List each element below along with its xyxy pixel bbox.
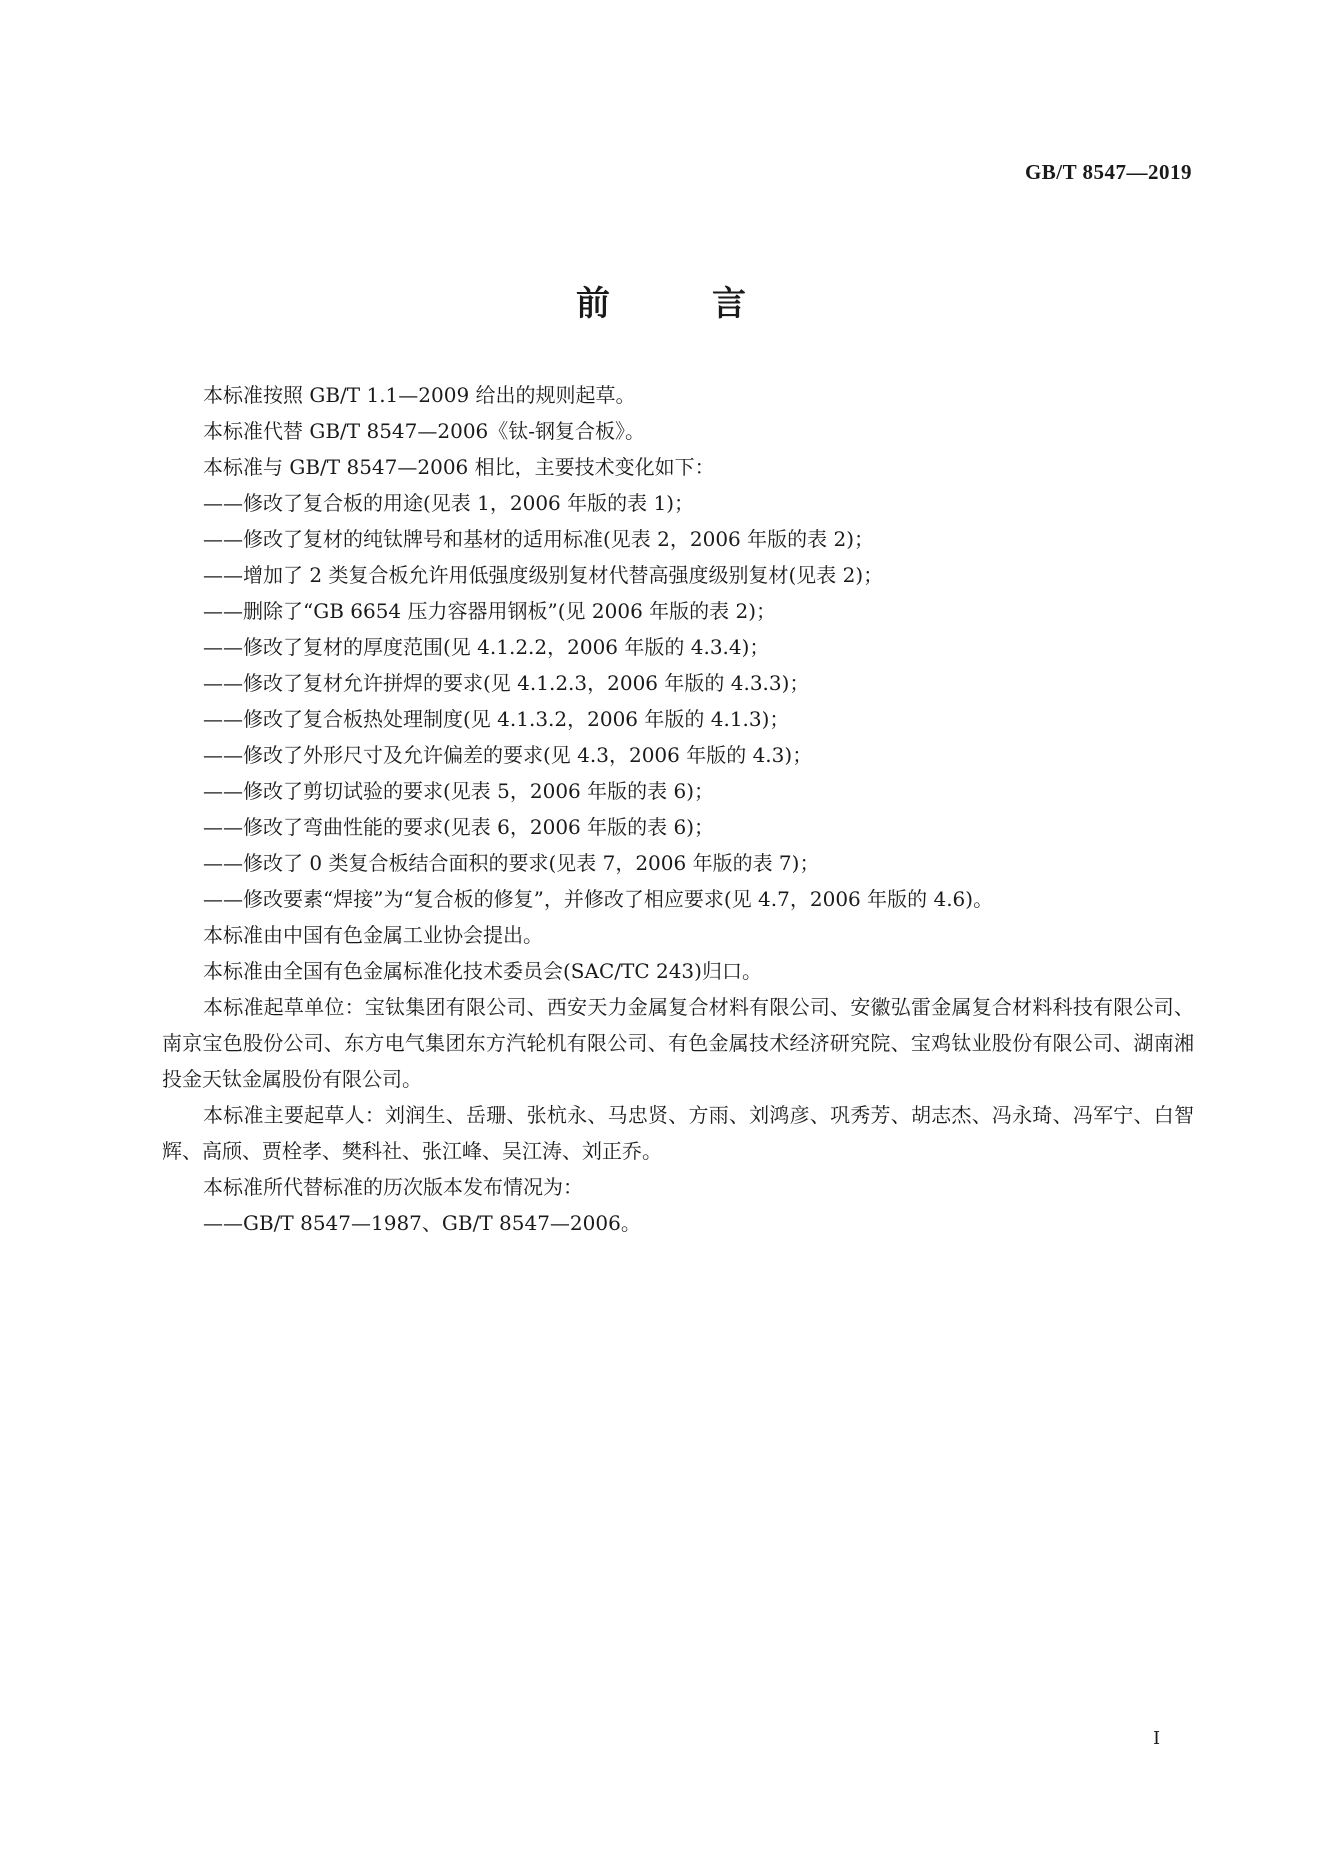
page-title: 前 言 <box>576 284 780 324</box>
change-item: ——修改了复材的厚度范围(见 4.1.2.2，2006 年版的 4.3.4)； <box>203 635 770 659</box>
change-item: ——修改了复材允许拼焊的要求(见 4.1.2.3，2006 年版的 4.3.3)； <box>203 671 810 695</box>
change-item: ——修改要素“焊接”为“复合板的修复”，并修改了相应要求(见 4.7，2006 年版的 4.6)。 <box>203 887 994 911</box>
preface-body <box>162 377 1194 1241</box>
paragraph-history-intro: 本标准所代替标准的历次版本发布情况为： <box>203 1175 583 1199</box>
change-item: ——修改了外形尺寸及允许偏差的要求(见 4.3，2006 年版的 4.3)； <box>203 743 813 767</box>
paragraph-drafting-units: 本标准起草单位：宝钛集团有限公司、西安天力金属复合材料有限公司、安徽弘雷金属复合材料科技有限公司、南京宝色股份公司、东方电气集团东方汽轮机有限公司、有色金属技术经济研究院、宝鸡钛业股份有限公司、湖南湘投金天钛金属股份有限公司。 <box>162 995 1194 1091</box>
paragraph-changes-intro: 本标准与 GB/T 8547—2006 相比，主要技术变化如下： <box>203 455 715 479</box>
change-item: ——修改了弯曲性能的要求(见表 6，2006 年版的表 6)； <box>203 815 715 839</box>
change-item: ——修改了复合板热处理制度(见 4.1.3.2，2006 年版的 4.1.3)； <box>203 707 790 731</box>
page-number: I <box>1153 1728 1161 1749</box>
change-item: ——修改了复合板的用途(见表 1，2006 年版的表 1)； <box>203 491 695 515</box>
change-item: ——删除了“GB 6654 压力容器用钢板”(见 2006 年版的表 2)； <box>203 599 777 623</box>
paragraph-centralized-by: 本标准由全国有色金属标准化技术委员会(SAC/TC 243)归口。 <box>203 959 762 983</box>
standard-code: GB/T 8547—2019 <box>1024 160 1192 184</box>
paragraph-proposed-by: 本标准由中国有色金属工业协会提出。 <box>203 923 543 947</box>
change-item: ——修改了 0 类复合板结合面积的要求(见表 7，2006 年版的表 7)； <box>203 851 820 875</box>
change-item: ——增加了 2 类复合板允许用低强度级别复材代替高强度级别复材(见表 2)； <box>203 563 884 587</box>
change-item: ——修改了剪切试验的要求(见表 5，2006 年版的表 6)； <box>203 779 715 803</box>
paragraph-replaces: 本标准代替 GB/T 8547—2006《钛-钢复合板》。 <box>203 419 646 443</box>
paragraph-history-item: ——GB/T 8547—1987、GB/T 8547—2006。 <box>203 1211 641 1235</box>
paragraph-drafters: 本标准主要起草人：刘润生、岳珊、张杭永、马忠贤、方雨、刘鸿彦、巩秀芳、胡志杰、冯永琦、冯军宁、白智辉、高颀、贾栓孝、樊科社、张江峰、吴江涛、刘正乔。 <box>162 1103 1194 1163</box>
paragraph-drafting-rule: 本标准按照 GB/T 1.1—2009 给出的规则起草。 <box>203 383 636 407</box>
change-item: ——修改了复材的纯钛牌号和基材的适用标准(见表 2，2006 年版的表 2)； <box>203 527 875 551</box>
